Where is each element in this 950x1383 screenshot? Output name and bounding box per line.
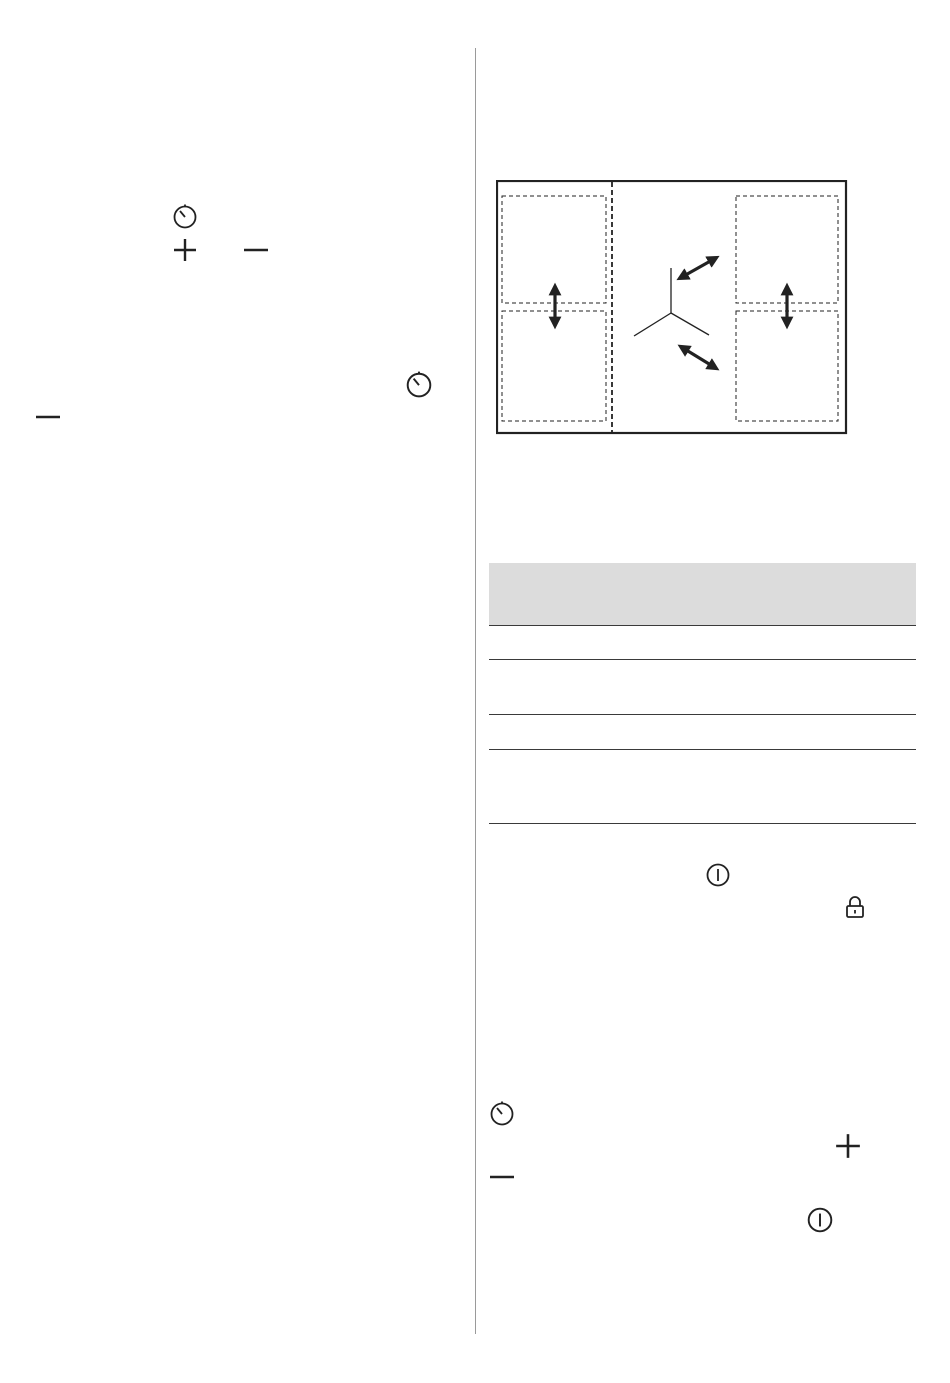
minus-icon (488, 1164, 516, 1190)
table-rule (489, 625, 916, 626)
double-arrow-icon (683, 348, 714, 367)
table-rule (489, 659, 916, 660)
timer-icon (489, 1100, 515, 1126)
power-icon (806, 1206, 834, 1234)
timer-icon (405, 370, 433, 398)
minus-icon (242, 237, 270, 263)
table-rule (489, 823, 916, 824)
minus-icon (34, 404, 62, 430)
column-divider (475, 48, 476, 1334)
double-arrow-icon (682, 259, 714, 277)
fan-icon (634, 268, 709, 336)
lock-icon (844, 894, 866, 920)
plus-icon (834, 1132, 862, 1160)
table-rule (489, 749, 916, 750)
table-rule (489, 714, 916, 715)
timer-icon (172, 203, 198, 229)
settings-table (489, 563, 916, 825)
plus-icon (172, 237, 198, 263)
power-icon (705, 862, 731, 888)
table-header (489, 563, 916, 625)
cooking-zones-diagram (496, 180, 848, 435)
